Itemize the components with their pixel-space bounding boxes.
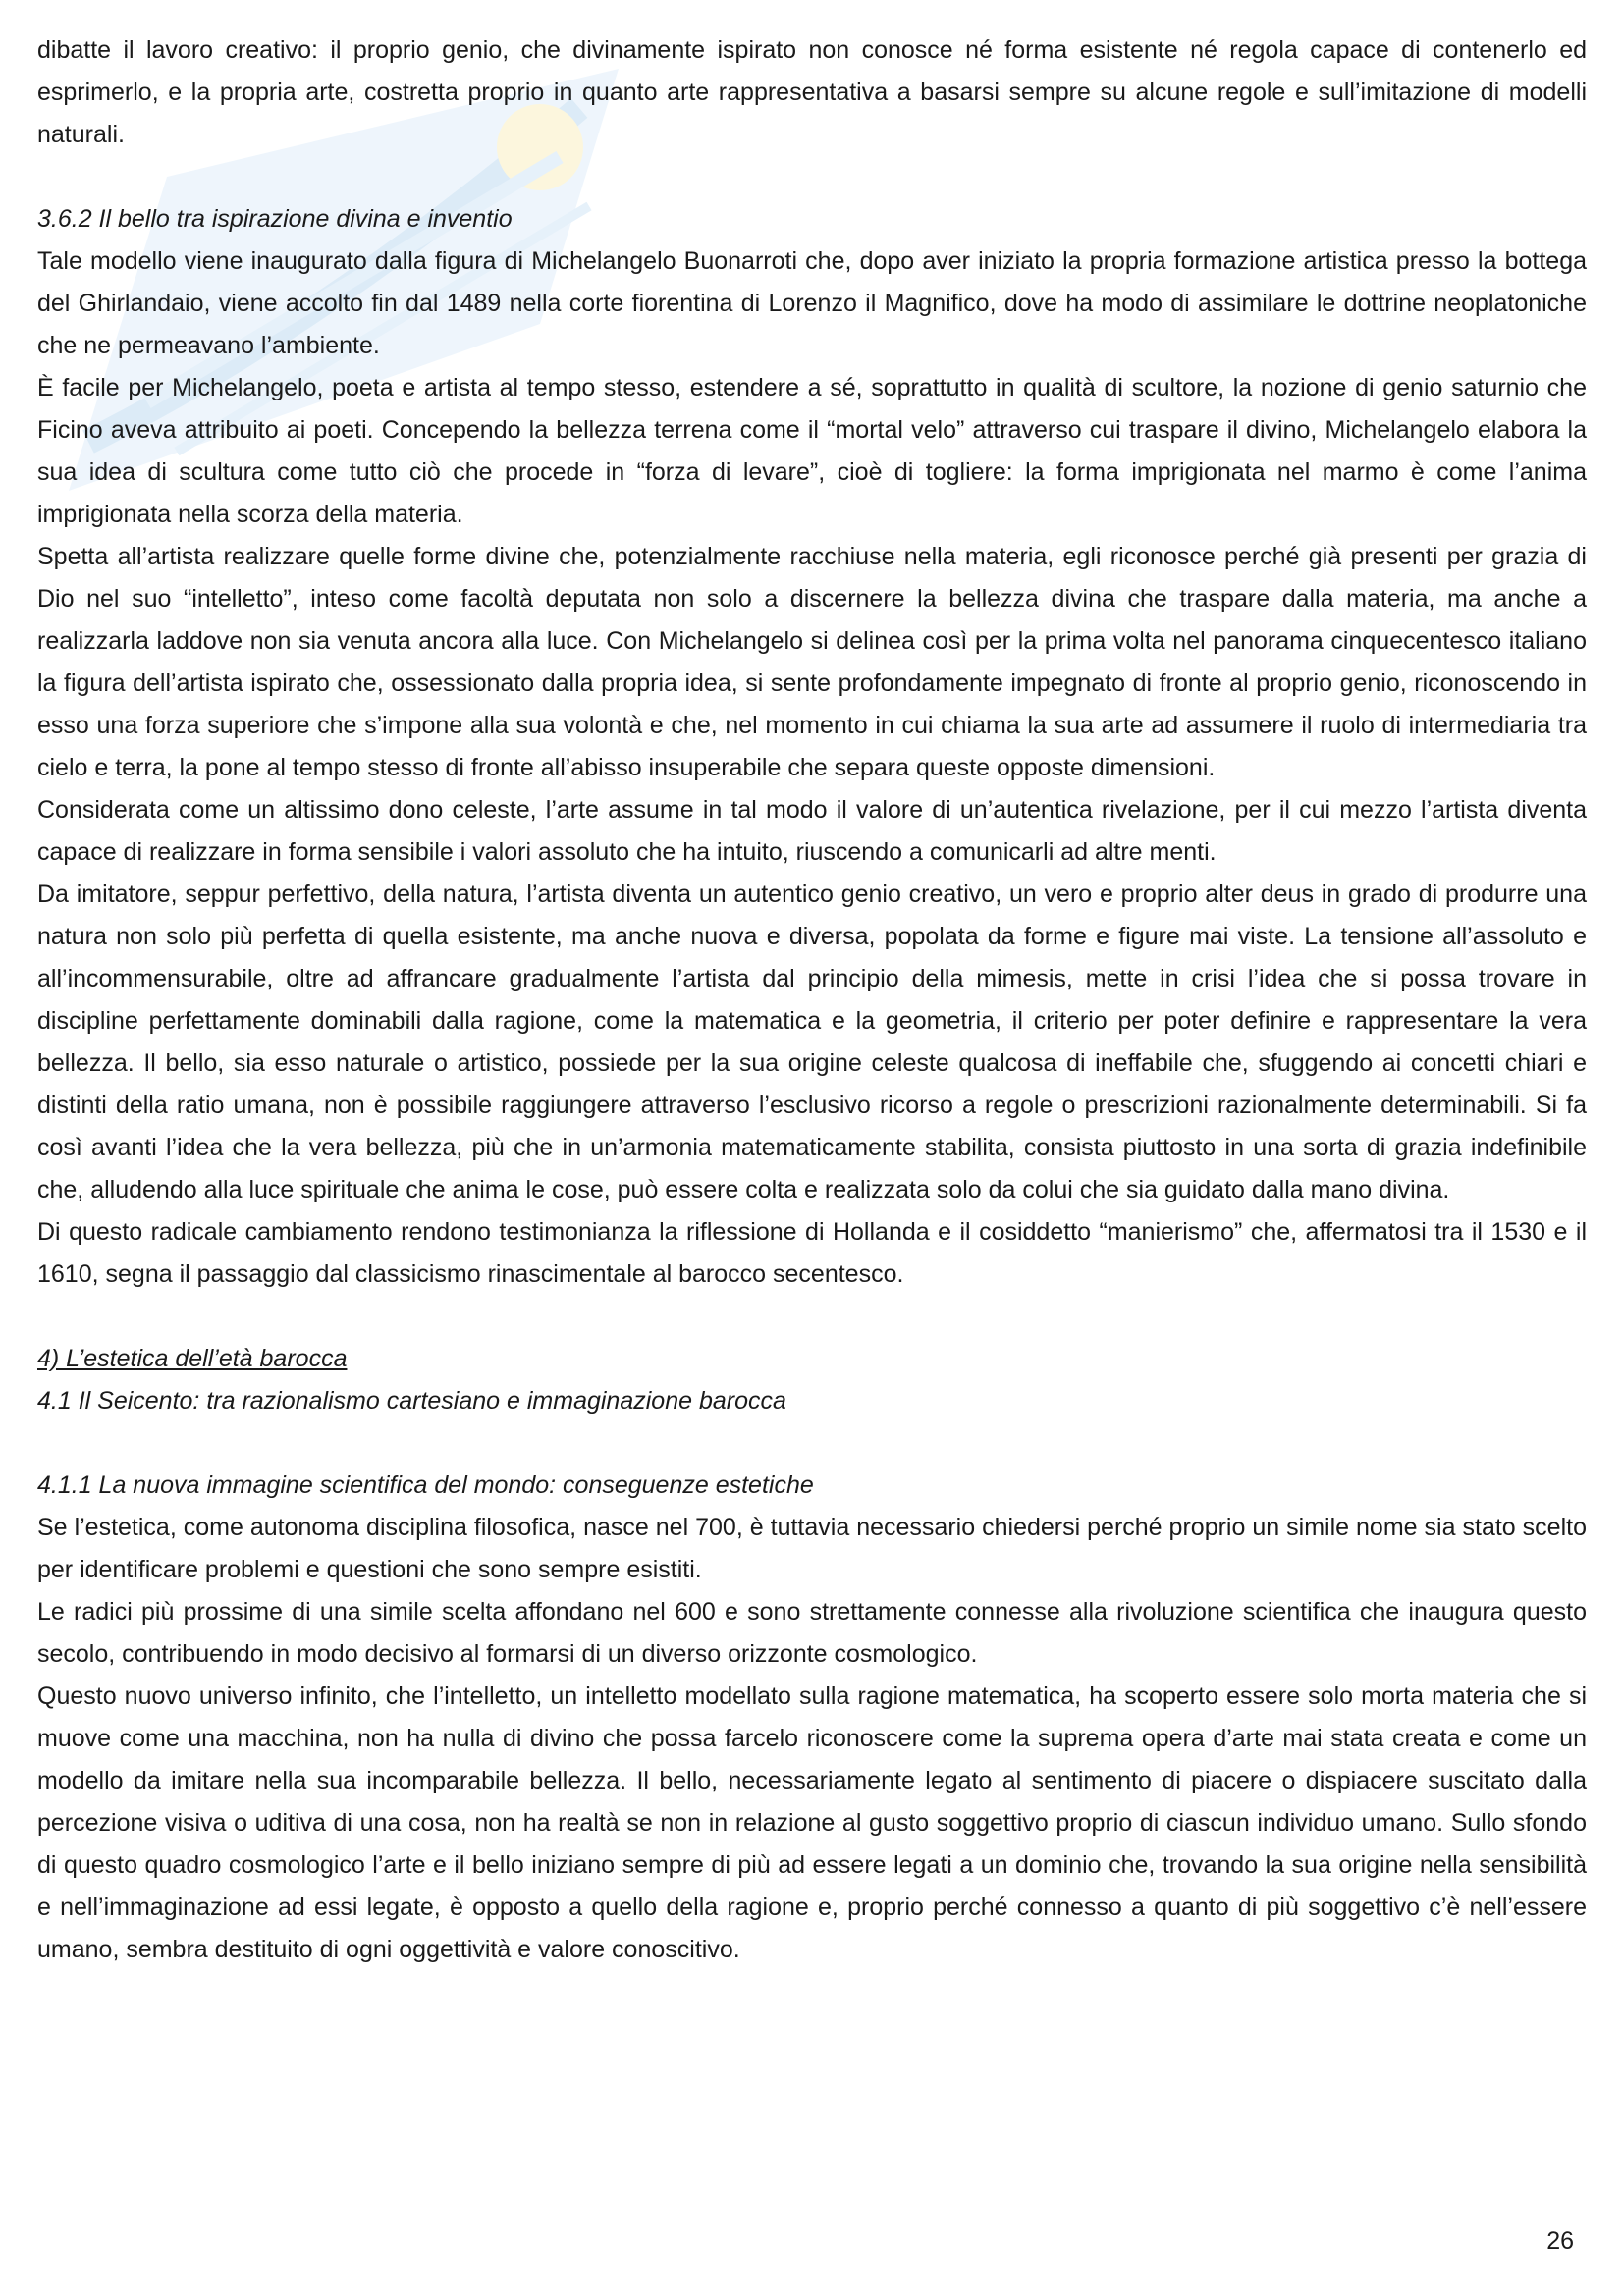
document-body	[37, 29, 1587, 1971]
paragraph-rivoluzione-scientifica: Le radici più prossime di una simile scelta affondano nel 600 e sono strettamente connesse alla rivoluzione scientifica che inaugura questo secolo, contribuendo in modo decisivo al formarsi di un diverso orizzonte cosmologico.	[37, 1598, 1587, 1668]
paragraph-intro: dibatte il lavoro creativo: il proprio genio, che divinamente ispirato non conosce né forma esistente né regola capace di contenerlo ed esprimerlo, e la propria arte, costretta proprio in quanto arte rappresentativa a basarsi sempre su alcune regole e sull’imitazione di modelli naturali.	[37, 36, 1587, 148]
paragraph-artista-ispirato: Spetta all’artista realizzare quelle forme divine che, potenzialmente racchiuse nella materia, egli riconosce perché già presenti per grazia di Dio nel suo “intelletto”, inteso come facoltà deputata non solo a discernere la bellezza divina che traspare dalla materia, ma anche a realizzarla laddove non sia venuta ancora alla luce. Con Michelangelo si delinea così per la prima volta nel panorama cinquecentesco italiano la figura dell’artista ispirato che, ossessionato dalla propria idea, si sente profondamente impegnato di fronte al proprio genio, riconoscendo in esso una forza superiore che s’impone alla sua volontà e che, nel momento in cui chiama la sua arte ad assumere il ruolo di intermediaria tra cielo e terra, la pone al tempo stesso di fronte all’abisso insuperabile che separa queste opposte dimensioni.	[37, 543, 1587, 781]
paragraph-manierismo: Di questo radicale cambiamento rendono testimonianza la riflessione di Hollanda e il cosiddetto “manierismo” che, affermatosi tra il 1530 e il 1610, segna il passaggio dal classicismo rinascimentale al barocco secentesco.	[37, 1218, 1587, 1288]
paragraph-alter-deus: Da imitatore, seppur perfettivo, della natura, l’artista diventa un autentico genio creativo, un vero e proprio alter deus in grado di produrre una natura non solo più perfetta di quella esistente, ma anche nuova e diversa, popolata da forme e figure mai viste. La tensione all’assoluto e all’incommensurabile, oltre ad affrancare gradualmente l’artista dal principio della mimesis, mette in crisi l’idea che si possa trovare in discipline perfettamente dominabili dalla ragione, come la matematica e la geometria, il criterio per poter definire e rappresentare la vera bellezza. Il bello, sia esso naturale o artistico, possiede per la sua origine celeste qualcosa di ineffabile che, sfuggendo ai concetti chiari e distinti della ratio umana, non è possibile raggiungere attraverso l’esclusivo ricorso a regole o prescrizioni razionalmente determinabili. Si fa così avanti l’idea che la vera bellezza, più che in un’armonia matematicamente stabilita, consista piuttosto in una sorta di grazia indefinibile che, alludendo alla luce spirituale che anima le cose, può essere colta e realizzata solo da colui che sia guidato dalla mano divina.	[37, 881, 1587, 1203]
page-number: 26	[1546, 2227, 1574, 2255]
paragraph-michelangelo-intro: Tale modello viene inaugurato dalla figura di Michelangelo Buonarroti che, dopo aver iniziato la propria formazione artistica presso la bottega del Ghirlandaio, viene accolto fin dal 1489 nella corte fiorentina di Lorenzo il Magnifico, dove ha modo di assimilare le dottrine neoplatoniche che ne permeavano l’ambiente.	[37, 247, 1587, 359]
paragraph-universo-infinito: Questo nuovo universo infinito, che l’intelletto, un intelletto modellato sulla ragione matematica, ha scoperto essere solo morta materia che si muove come una macchina, non ha nulla di divino che possa farcelo riconoscere come la suprema opera d’arte mai stata creata e come un modello da imitare nella sua incomparabile bellezza. Il bello, necessariamente legato al sentimento di piacere o dispiacere suscitato dalla percezione visiva o uditiva di una cosa, non ha realtà se non in relazione al gusto soggettivo proprio di ciascun individuo umano. Sullo sfondo di questo quadro cosmologico l’arte e il bello iniziano sempre di più ad essere legati a un dominio che, trovando la sua origine nella sensibilità e nell’immaginazione ad essi legate, è opposto a quello della ragione e, proprio perché connesso a quanto di più soggettivo c’è nell’essere umano, sembra destituito di ogni oggettività e valore conoscitivo.	[37, 1682, 1587, 1963]
paragraph-genio-saturnio: È facile per Michelangelo, poeta e artista al tempo stesso, estendere a sé, soprattutto in qualità di scultore, la nozione di genio saturnio che Ficino aveva attribuito ai poeti. Concependo la bellezza terrena come il “mortal velo” attraverso cui traspare il divino, Michelangelo elabora la sua idea di scultura come tutto ciò che procede in “forza di levare”, cioè di togliere: la forma imprigionata nel marmo è come l’anima imprigionata nella scorza della materia.	[37, 374, 1587, 528]
spacer	[37, 1296, 1587, 1338]
chapter-heading-4: 4) L’estetica dell’età barocca	[37, 1345, 348, 1372]
section-heading-4-1-1: 4.1.1 La nuova immagine scientifica del mondo: conseguenze estetiche	[37, 1471, 814, 1499]
paragraph-estetica-700: Se l’estetica, come autonoma disciplina filosofica, nasce nel 700, è tuttavia necessario chiedersi perché proprio un simile nome sia stato scelto per identificare problemi e questioni che sono sempre esistiti.	[37, 1514, 1587, 1583]
paragraph-rivelazione: Considerata come un altissimo dono celeste, l’arte assume in tal modo il valore di un’autentica rivelazione, per il cui mezzo l’artista diventa capace di realizzare in forma sensibile i valori assoluto che ha intuito, riuscendo a comunicarli ad altre menti.	[37, 796, 1587, 866]
spacer	[37, 156, 1587, 198]
spacer	[37, 1422, 1587, 1465]
section-heading-3-6-2: 3.6.2 Il bello tra ispirazione divina e inventio	[37, 205, 513, 233]
section-heading-4-1: 4.1 Il Seicento: tra razionalismo cartesiano e immaginazione barocca	[37, 1387, 786, 1415]
